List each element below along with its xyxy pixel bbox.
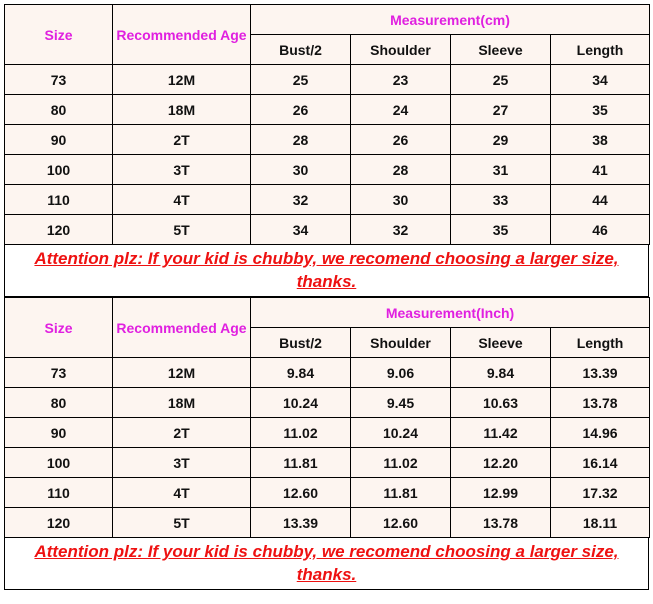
cell-age: 2T bbox=[113, 418, 251, 448]
cell-shoulder: 32 bbox=[351, 215, 451, 245]
cell-bust: 11.02 bbox=[251, 418, 351, 448]
header-size: Size bbox=[5, 298, 113, 358]
cell-size: 100 bbox=[5, 155, 113, 185]
cell-bust: 30 bbox=[251, 155, 351, 185]
cell-bust: 28 bbox=[251, 125, 351, 155]
cell-shoulder: 11.02 bbox=[351, 448, 451, 478]
cell-length: 14.96 bbox=[551, 418, 650, 448]
cell-size: 80 bbox=[5, 388, 113, 418]
cell-length: 18.11 bbox=[551, 508, 650, 538]
table-row bbox=[5, 185, 650, 215]
cell-age: 12M bbox=[113, 65, 251, 95]
cell-size: 110 bbox=[5, 478, 113, 508]
cell-bust: 34 bbox=[251, 215, 351, 245]
cell-age: 5T bbox=[113, 508, 251, 538]
header-size: Size bbox=[5, 5, 113, 65]
cell-sleeve: 29 bbox=[451, 125, 551, 155]
header-shoulder: Shoulder bbox=[351, 328, 451, 358]
table-row bbox=[5, 508, 650, 538]
size-table-inch bbox=[4, 297, 650, 538]
cell-size: 73 bbox=[5, 358, 113, 388]
cell-age: 12M bbox=[113, 358, 251, 388]
cell-length: 38 bbox=[551, 125, 650, 155]
cell-bust: 9.84 bbox=[251, 358, 351, 388]
cell-size: 80 bbox=[5, 95, 113, 125]
header-measurement-inch: Measurement(Inch) bbox=[251, 298, 650, 328]
cell-shoulder: 12.60 bbox=[351, 508, 451, 538]
cell-sleeve: 11.42 bbox=[451, 418, 551, 448]
cell-bust: 12.60 bbox=[251, 478, 351, 508]
cell-size: 120 bbox=[5, 508, 113, 538]
cell-bust: 26 bbox=[251, 95, 351, 125]
cell-length: 46 bbox=[551, 215, 650, 245]
table-row bbox=[5, 358, 650, 388]
cell-sleeve: 13.78 bbox=[451, 508, 551, 538]
cell-bust: 10.24 bbox=[251, 388, 351, 418]
cell-sleeve: 25 bbox=[451, 65, 551, 95]
cell-age: 18M bbox=[113, 95, 251, 125]
header-recommended-age: Recommended Age bbox=[113, 298, 251, 358]
table-row bbox=[5, 215, 650, 245]
table-row bbox=[5, 418, 650, 448]
cell-size: 90 bbox=[5, 125, 113, 155]
cell-shoulder: 11.81 bbox=[351, 478, 451, 508]
cell-length: 17.32 bbox=[551, 478, 650, 508]
cell-age: 3T bbox=[113, 155, 251, 185]
table-row bbox=[5, 388, 650, 418]
table-row bbox=[5, 125, 650, 155]
cell-length: 44 bbox=[551, 185, 650, 215]
header-sleeve: Sleeve bbox=[451, 328, 551, 358]
cell-length: 13.39 bbox=[551, 358, 650, 388]
size-table-cm bbox=[4, 4, 650, 245]
cell-length: 41 bbox=[551, 155, 650, 185]
cell-sleeve: 35 bbox=[451, 215, 551, 245]
cell-bust: 13.39 bbox=[251, 508, 351, 538]
cell-age: 18M bbox=[113, 388, 251, 418]
cell-shoulder: 30 bbox=[351, 185, 451, 215]
cell-bust: 32 bbox=[251, 185, 351, 215]
table-row bbox=[5, 65, 650, 95]
table-row bbox=[5, 155, 650, 185]
table-row bbox=[5, 95, 650, 125]
cell-age: 2T bbox=[113, 125, 251, 155]
cell-age: 4T bbox=[113, 478, 251, 508]
cell-sleeve: 31 bbox=[451, 155, 551, 185]
cell-length: 13.78 bbox=[551, 388, 650, 418]
cell-shoulder: 9.45 bbox=[351, 388, 451, 418]
header-length: Length bbox=[551, 328, 650, 358]
chubby-size-notice: Attention plz: If your kid is chubby, we recomend choosing a larger size, thanks. bbox=[4, 245, 649, 297]
cell-shoulder: 24 bbox=[351, 95, 451, 125]
cell-size: 90 bbox=[5, 418, 113, 448]
cell-shoulder: 28 bbox=[351, 155, 451, 185]
header-bust: Bust/2 bbox=[251, 328, 351, 358]
chubby-size-notice: Attention plz: If your kid is chubby, we recomend choosing a larger size, thanks. bbox=[4, 538, 649, 590]
cell-shoulder: 9.06 bbox=[351, 358, 451, 388]
header-sleeve: Sleeve bbox=[451, 35, 551, 65]
cell-size: 110 bbox=[5, 185, 113, 215]
cell-shoulder: 10.24 bbox=[351, 418, 451, 448]
cell-sleeve: 33 bbox=[451, 185, 551, 215]
cell-size: 120 bbox=[5, 215, 113, 245]
table-row bbox=[5, 478, 650, 508]
cell-sleeve: 12.99 bbox=[451, 478, 551, 508]
cell-length: 34 bbox=[551, 65, 650, 95]
cell-length: 16.14 bbox=[551, 448, 650, 478]
cell-sleeve: 27 bbox=[451, 95, 551, 125]
cell-age: 5T bbox=[113, 215, 251, 245]
header-length: Length bbox=[551, 35, 650, 65]
cell-sleeve: 12.20 bbox=[451, 448, 551, 478]
cell-bust: 25 bbox=[251, 65, 351, 95]
header-recommended-age: Recommended Age bbox=[113, 5, 251, 65]
cell-bust: 11.81 bbox=[251, 448, 351, 478]
size-chart bbox=[4, 4, 649, 590]
table-row bbox=[5, 448, 650, 478]
header-shoulder: Shoulder bbox=[351, 35, 451, 65]
cell-size: 100 bbox=[5, 448, 113, 478]
cell-shoulder: 23 bbox=[351, 65, 451, 95]
cell-sleeve: 9.84 bbox=[451, 358, 551, 388]
cell-length: 35 bbox=[551, 95, 650, 125]
cell-age: 3T bbox=[113, 448, 251, 478]
cell-age: 4T bbox=[113, 185, 251, 215]
header-measurement-cm: Measurement(cm) bbox=[251, 5, 650, 35]
header-bust: Bust/2 bbox=[251, 35, 351, 65]
cell-sleeve: 10.63 bbox=[451, 388, 551, 418]
cell-size: 73 bbox=[5, 65, 113, 95]
cell-shoulder: 26 bbox=[351, 125, 451, 155]
